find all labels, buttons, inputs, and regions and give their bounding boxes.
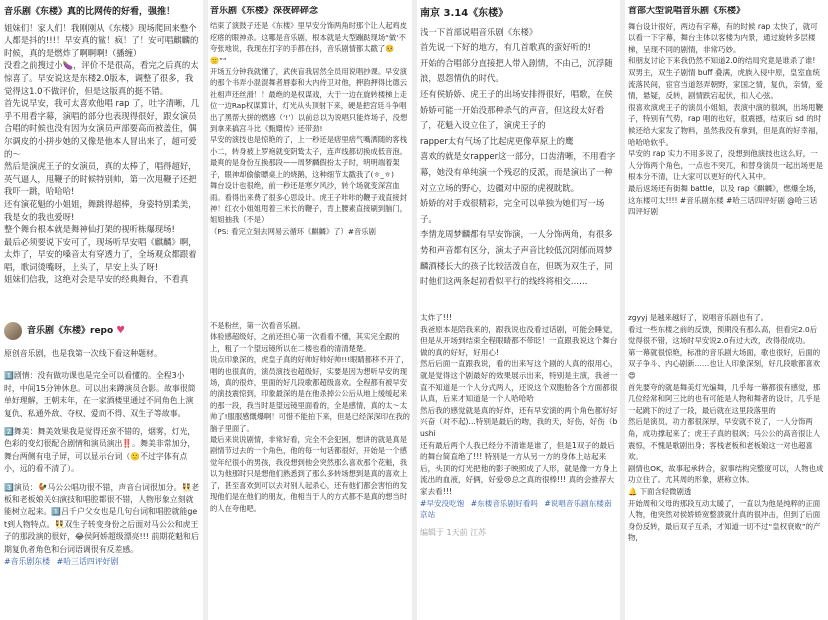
post-paragraph: zgyyj 是越来越好了，说唱音乐剧也有了。 — [628, 313, 768, 322]
post-paragraph: 很喜欢演虎王子的演员小姐姐，表演中演的很飒，出场甩鞭子，特别有气势，rap 唱的也好，很震撼，结束后 sd 的时候还给大家发了物料，虽然我没有拿到，但是真的好幸福，哈哈哈软乎。 — [628, 102, 823, 147]
post-intro: 原创音乐剧，也是我第一次线下看这种题材。 — [4, 349, 162, 358]
column-divider — [620, 0, 625, 620]
post-paragraph: 姐妹们信我，这绝对会是早安的经典舞台，不看真 — [4, 274, 189, 285]
post-paragraph: 然后我的感觉就是真的好炸，还有早安演的两个角色都好好兴奋（对不起)...特别是最后的吻，我的天，好伤，好伤（bushi — [420, 405, 618, 438]
post-paragraph: 姐妹们！家人们！我刚刚从《东楼》现场爬回来整个人都是抖的!!!！早安真的鲨！疯！了！安可唱麒麟的时候，真的是燃炸了啊啊啊!（播缠） — [4, 22, 199, 58]
post-paragraph: 2️⃣舞美：舞美效果我是觉得还蛮不错的，烟雾，灯光，色彩的变幻很配合剧情和演员演出‼️。舞美非常加分，舞台两侧有电子屏，可以显示台词（🙂不过字体有点小，远的看不清了）。 — [4, 427, 196, 474]
post-paragraph: 早安的演技也是惊艳的了，上一秒还是痞里痞气嘴洒随的客栈小二，转身被上罗袍就变阴鸷太子，连声线都切换成低音泡。最爽的是身份互换那段——周梦麟假扮太子时，明明端着架子，眼神却偷偷瞟桌上的烧鹅，这种细节太戳我了(ㅎ_ㅎ) — [210, 135, 408, 179]
post-paragraph: （PS: 看完立刻去网易云循环《麒麟》了）#音乐剧 — [210, 226, 376, 236]
post-paragraph: 我爸原本是陪我来的，跟我说也没看过话剧，可能会睡觉，但是从开场到结束全程眼睛都不带眨！一直跟我说这个舞台做的真的好好，好用心! — [420, 324, 618, 357]
post-paragraph: 然后是演虎王子的女演员，真的太棒了，唱得超好，英气逼人，甩鞭子的时候特别帅，第一次甩鞭子还把我吓一跳，哈哈哈! — [4, 161, 197, 197]
post-title: 音乐剧《东楼》repo — [27, 325, 114, 336]
post-paragraph: 还有最后两个人我已经分不清谁是谁了，但是1双子的最后的舞台简直绝了!!! 特别是一方从另一方的身体上站起来后，头顶的灯光把他的影子映照成了人形，就是像一方身上流出的血液，好俩，好爱😢总之真的很棒!!! 真的会推荐大家去看!!! — [420, 440, 618, 496]
post-card-5-continued[interactable] — [628, 312, 824, 618]
post-paragraph: 喜欢的就是女rapper这一部分，口齿清晰，不用看字幕，她没有单纯演一个残忍的反派，而是演出了一种对立立场的野心，边疆对中原的虎视眈眈。 — [420, 151, 616, 193]
post-paragraph: 和朋友讨论下来我仍然不知道2.0的结局究竟是谁杀了谁! — [628, 56, 816, 66]
post-paragraph: 🔔 下面含轻微剧透 — [628, 486, 692, 496]
post-title: 音乐剧《东楼》真的比网传的好看，强推！ — [4, 7, 176, 17]
post-paragraph: 然后是演员，功力都很深厚，早安就不说了，一人分饰两角，成功撑起来了；虎王子真的很飒；马公公的高音很让人震惊，不愧是歌剧出身；客栈老板和老板娘这一对也超喜欢。 — [628, 417, 821, 462]
post-paragraph: 然后后面一直跟我说，看的出来写这个剧的人真的很用心，就是觉得这个剧最好的效果展示出来，特别是主演，我爸一直不知道是一个人分式两人，还说这个双胞胎各个方面都很认真，后来才知道是一个人哈哈哈 — [420, 359, 618, 404]
post-paragraph: 李情龙周梦麟都有早安饰演，一人分饰两角，有很多势和声音都有区分，演太子声音比较低沉阴郁而周梦麟酒楼长大的孩子比较活泼自在，但既为双生子，同时他们这两条起初看似平行的线终将相交…… — [420, 229, 613, 287]
post-paragraph: 首先说早安，我可太喜欢他唱 rap 了，吐字清晰，几乎不用看字幕，演唱的部分也表现得很好，跟女演员合唱的时候也没有因为女演员声部要高而被盖住，偶尔调皮的小拼步她的又像是他本人冒出来了，超可爱的～ — [4, 98, 200, 159]
post-paragraph: 不是粉丝，第一次看音乐剧。 — [210, 321, 305, 330]
post-meta: 编辑于 1天前 江苏 — [420, 527, 487, 537]
post-paragraph: 娇娇的对手戏很精彩，完全可以单独为她们写一场子。 — [420, 198, 605, 224]
post-paragraph: 太炸了!!! — [420, 313, 452, 322]
post-paragraph: 舞台设计也很绝，前一秒还是寒夕风沙，转个场就变深宫血雨。看得出来费了很多心思设计。虎王子咔咔的鞭子戏直接封神！红衣小姐姐甩着三米长的鞭子，肯上腰素直接刷到脑门，姐姐抽我（不是） — [210, 181, 408, 225]
post-paragraph: 双男主，双生子剧情 buff 叠满，虎族入侵中原，皇室血统流落民间，宦官当道怒弄朝野，家国之情，复仇，亲情，爱情，悬疑，反转，剧情跌宕起伏，扣人心弦。 — [628, 67, 823, 101]
post-paragraph: 体验感超级好，之前还担心第一次看看不懂，其实完全跟的上，粗了一个望远镜所以在二楼也看的清清楚楚。 — [210, 332, 400, 353]
hashtag-link[interactable]: #说唱音乐剧东楼南京站 — [420, 498, 612, 520]
post-paragraph: 舞台设计很好，两边有字幕，有的时候 rap 太快了，就可以看一下字幕，舞台主体以客楼为内景，通过旋转多层楼梯，呈现不同的剧情，非常巧妙。 — [628, 21, 818, 54]
post-paragraph: 整个舞台根本就是舞神仙打架的视听栋爆现场! — [4, 224, 175, 235]
post-card-3-continued[interactable] — [210, 320, 410, 618]
post-paragraph: 最后必须要说下安可了，现场听早安唱《麒麟》啊，太炸了，早安的嗓音太有穿透力了，全场观众都跟着唱，歌词烫嘴呀，上头了，早安上头了呀! — [4, 236, 197, 272]
post-paragraph: rapper太有气场了比起虎更像草原上的鹰 — [420, 135, 574, 146]
post-paragraph: 还有演花魁的小姐姐，舞跳得超棒，身姿特别柔美，我是女的我也爱呀! — [4, 198, 197, 222]
hashtag-link[interactable]: #哈三话四评好剧 — [56, 557, 119, 567]
post-title: 音乐剧《东楼》深夜碎碎念 — [210, 6, 319, 16]
post-card-4[interactable] — [420, 6, 618, 306]
post-card-1[interactable] — [4, 6, 200, 318]
heart-icon: ♥ — [116, 324, 126, 336]
post-paragraph: 看过一些东楼之前的反馈，预期没有那么高，但看完2.0后觉得很不错，这场时早安说2.0有过大改，改得很成功。 — [628, 324, 818, 346]
post-title: 南京 3.14《东楼》 — [420, 8, 509, 19]
post-paragraph: 开始的合唱部分直接把人带入剧情，不由己，沉浮随浪，恩怨情仇的时代。 — [420, 57, 613, 84]
post-paragraph: 早安的 rap 实力不用多说了，没想到他演技也这么好，一人分饰两个角色，一点也不突兀，和替身演员一起出场更是根本分不清，让大家可以更好的代入其中。 — [628, 149, 823, 182]
post-paragraph: 还有侯娇娇、虎王子的出场安排得很好，唱歌，在侯娇娇可能一开始没那种杀气的声音，但这段太好看了，花魁入设立住了，演虎王子的 — [420, 88, 613, 131]
post-paragraph: 最后返场还有街舞 battle，以及 rap《麒麟》，燃爆全场，这东楼可太!!!! #音乐剧东楼 #哈三话四评好剧 @哈三话四评好剧 — [628, 183, 821, 217]
post-paragraph: 浅一下首部说唱音乐剧《东楼》 — [420, 26, 538, 37]
column-divider — [412, 0, 417, 620]
hashtag-link[interactable]: #音乐剧东楼 — [4, 557, 51, 567]
hashtag-link[interactable]: #东楼音乐剧好看吗 — [470, 498, 538, 508]
post-card-3[interactable] — [210, 6, 410, 310]
post-paragraph: 开始周和父母的那段互动太暖了，一直以为他是纯粹的正面人物，他突然对侯娇娇宽整溃就什真的很冲击，但到了后面身份反转，最后双子互杀，才知道一切不过“皇权衰败”的产物， — [628, 498, 821, 543]
post-paragraph: 开场五分钟我就懂了，武侠盲我居然全员用说唱抄课。早安演的那个书弄小混混舞者唇泰和大内侍卫对他，押韵押得比德云社相声还丝滑！！最绝的是权谋戏，大于一边在旋转楼梯上走位一边Rap权谋算计，灯光从头顶射下来，硬是把宫廷斗争唱出了黑帮大拼的燃感（‘!’）以前总以为说唱只能炸场子，没想到拿来搞宫斗比《甄嬛传》还带劲! — [210, 67, 408, 134]
post-paragraph: 第一幕就很惊艳，标准的音乐剧大场面，歌也很好，后面的双子争斗、内心剧新……也让人印象深刻，好几段歌都喜欢😍 — [628, 347, 821, 380]
post-paragraph: 说点印象深的，虎皇子真的好帅好帅好帅!!!眼睛都移不开了，唱的也很真的，演员演技也超级好，实要是因为想听早安的现场，真的很炸，里面的好几段歌都超级喜欢。全程都有被早安的演技震惊到，印象最深的是在他杀掉公公后从地上缓缓起来的那一段，我当时是望远镜里面看的，全是感情，真的太～太帅了!服服感慨爆啊！可惜不能拍下来，但是已经深深印在我的脑子里面了。 — [210, 355, 410, 433]
post-title: 首部大型说唱音乐剧《东楼》 — [628, 6, 746, 16]
post-paragraph: 首先要夸的就是舞美灯光编舞，几乎每一幕都很有感觉，那几位经常和阿三比的也有可能是人物和舞者的设计，几乎是一起跳下的过了一段，最后就在这里段落里的 — [628, 382, 821, 415]
post-paragraph: 1️⃣剧情：没有做功课也是完全可以看懂的。全程3小时，中间15分钟休息。可以出来蹲演员合影。故事很简单好理解，王朝末年，在一家酒楼里通过不同角色上演复仇、私通外敌、夺权、爱而不得、双生子等故事。 — [4, 371, 196, 418]
post-card-2[interactable] — [4, 322, 200, 618]
post-paragraph: 3️⃣演员：🐓马公公唱功很不错，声音台词很加分。👯老板和老板娘关妇演技和唱腔都很不错，人物形象立刻就能树立起来。1️⃣吕千户父女也是几句台词和唱腔就能get到人物特点。👯双生子转变身份之后面对马公公和虎王子的那段演的很好，😂侯阿娇超级漂亮!!! 前期花魁和后期复仇者角色和台词语调很有反差感。 — [4, 482, 200, 554]
hashtag-link[interactable]: #早安没吃饱 — [420, 498, 465, 508]
post-card-4-continued[interactable] — [420, 312, 618, 618]
post-paragraph: 剧情也OK，故事起承转合，叙事结构完整度可以，人物也成功立住了。尤其周的形象，堪称立体。 — [628, 463, 824, 485]
avatar[interactable] — [4, 322, 22, 340]
post-paragraph: 最后来说说剧情，非常好看，完全不会犯困，想讲的就是真是剧情节过去的一个角色，他的每一句话都很好，开始是一个感觉年纪很小的男孩，我没想到他会突然那么喜欢那个花魁，我以为他那时只是想他们熟悉到了那么多转场想到是真的喜欢上了，甚至喜欢到可以去对别人起杀心，还有他们都会害怕的发现他们是在他们的朋友，他相当于人的方式都不是真的想当时的人在夸他吧。 — [210, 435, 408, 513]
post-paragraph: 结束了演鼓子还是《东楼》里早安分饰两角时那个让人起鸡皮疙瘩的眼神杀。这哪是音乐剧，根本就是大型蹦跶现场“做‘不夸张地说，我现在打字的手都在抖，音乐剧情都太戳了🥺🙂”“ — [210, 21, 408, 65]
post-card-5[interactable] — [628, 6, 824, 310]
post-paragraph: 没看之前搜过小🍆，评价不是很高，看完之后真的太惊喜了。早安说这是东楼2.0版本，调整了很多，我觉得这1.0不做评价，但是这版真的挺不错。 — [4, 60, 199, 96]
column-divider — [203, 0, 208, 620]
post-paragraph: 首先说一下好的地方，有几首歌真的蛮好听的! — [420, 42, 591, 53]
